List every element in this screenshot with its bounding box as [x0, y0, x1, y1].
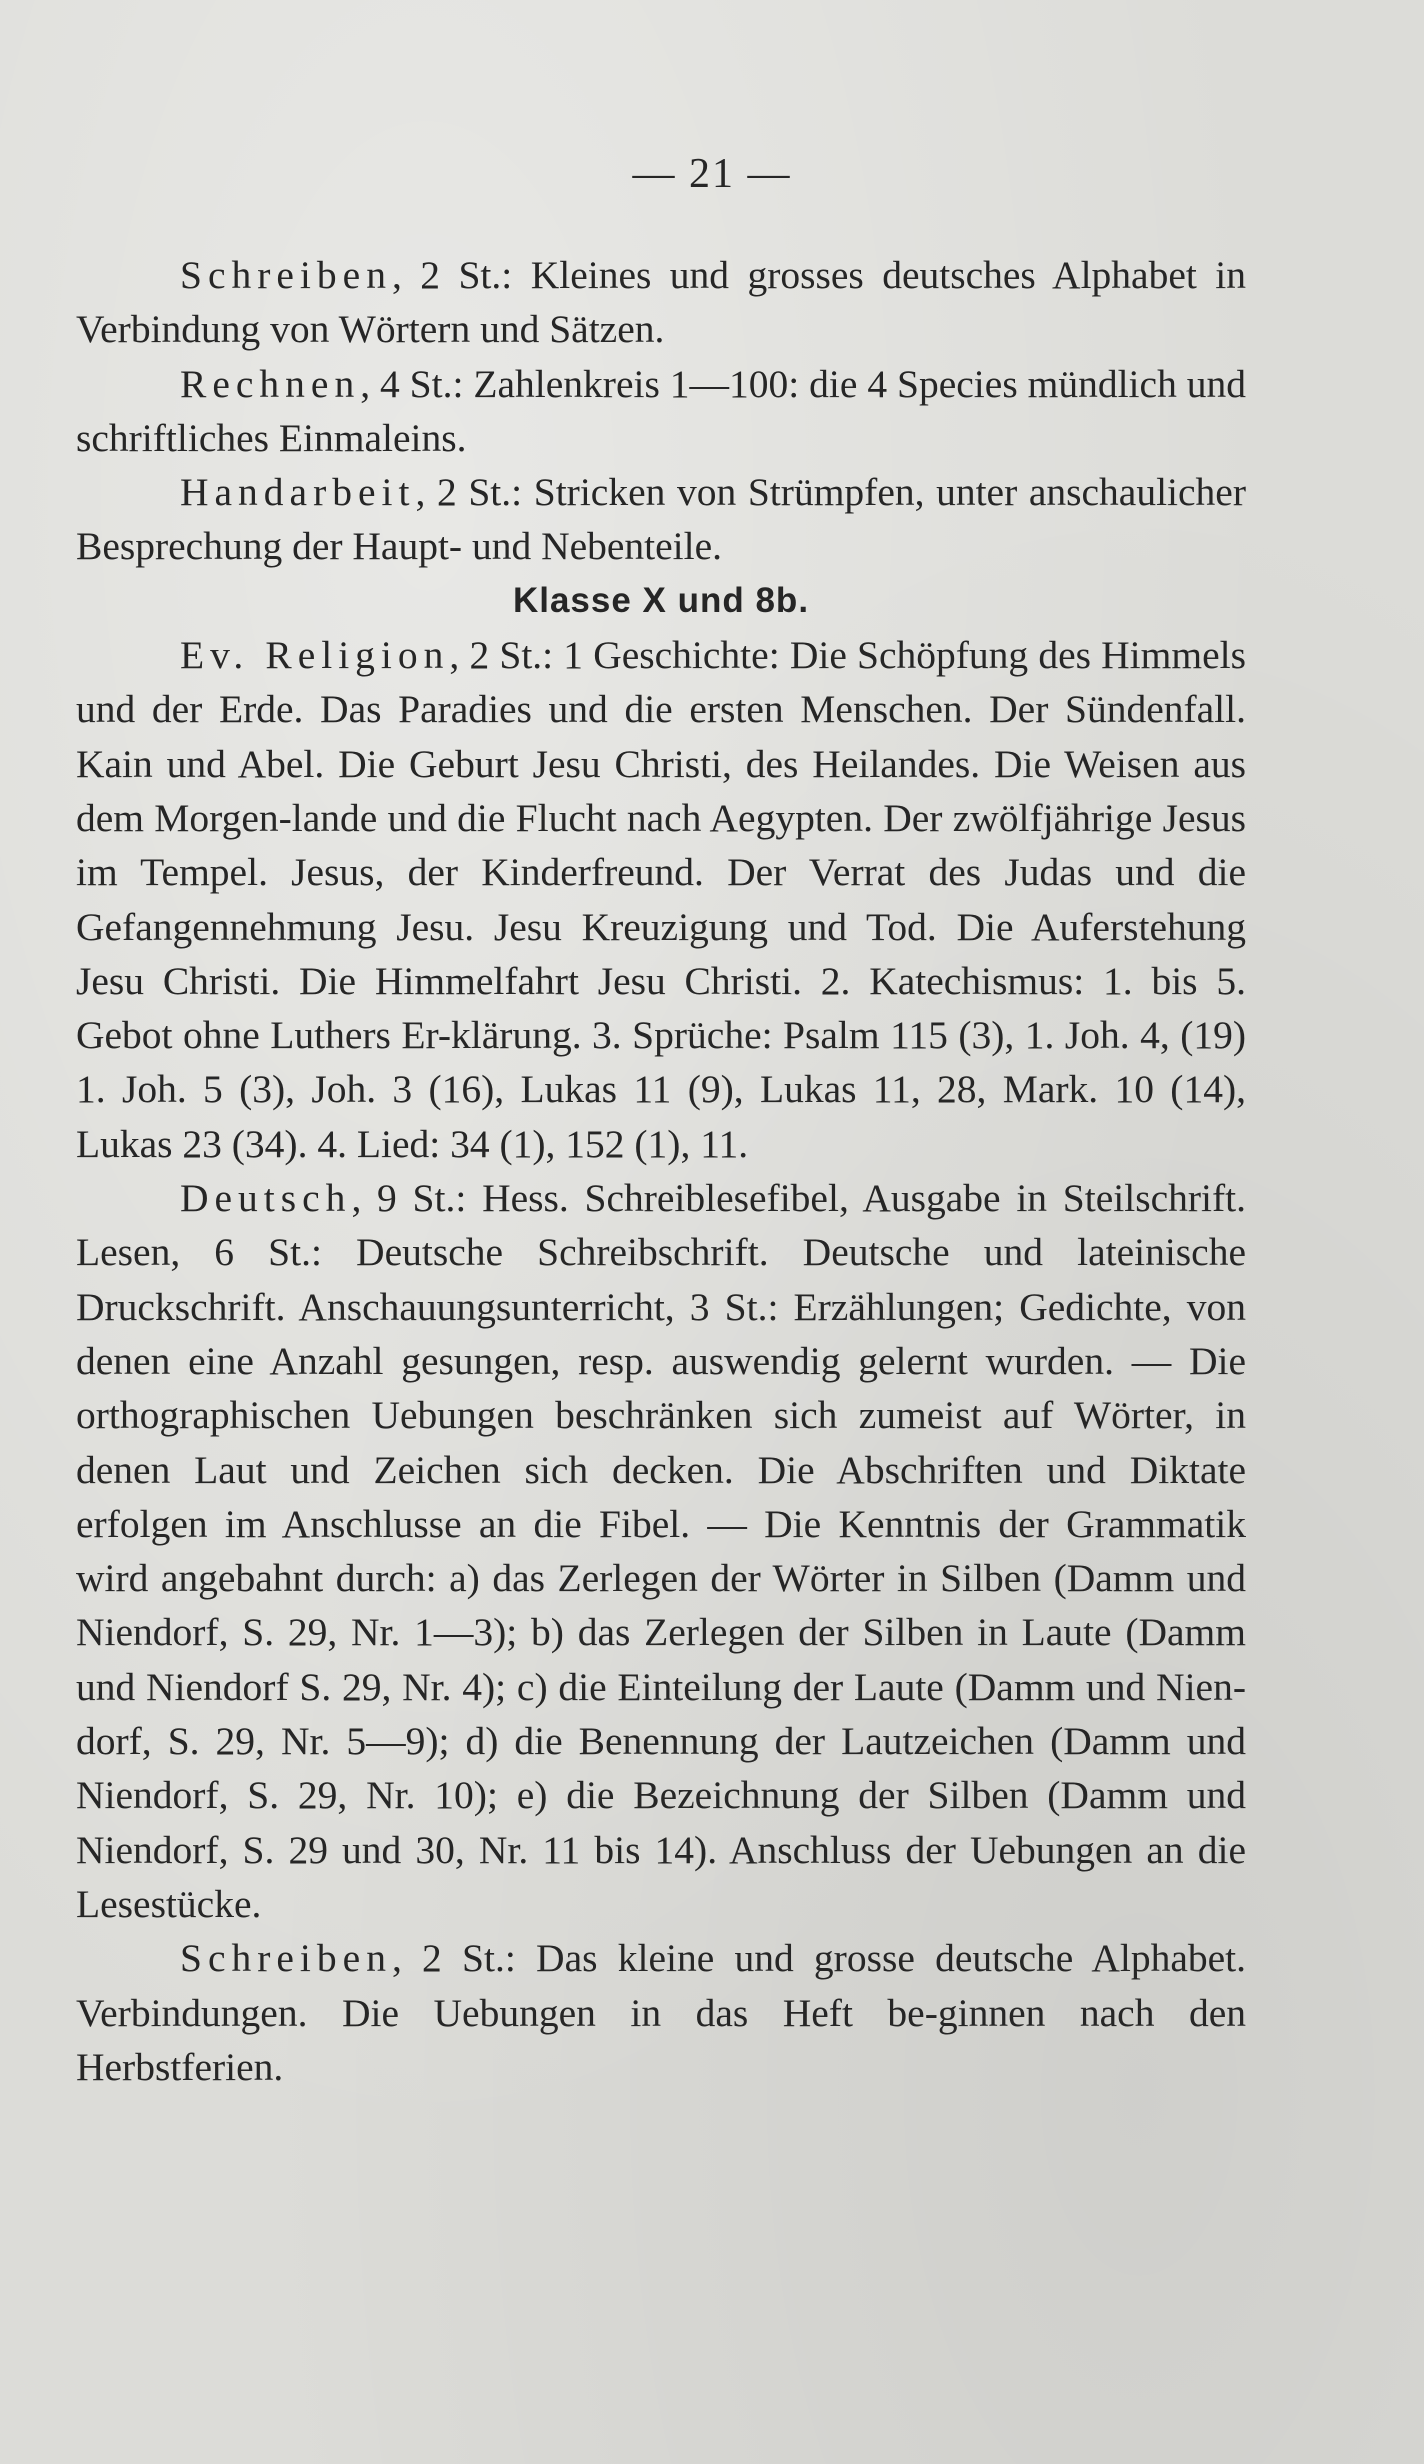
paragraph-text: , 9 St.: Hess. Schreiblesefibel, Ausgabe in Steilschrift. Lesen, 6 St.: Deutsche Schreibschrift. Deutsche und lateinische Druckschrift. Anschauungsunterricht, 3 St.: Erzählungen; Gedichte, von denen eine Anzahl gesungen, resp. auswendig gelernt wurden. — Die orthographischen Uebungen beschränken sich zumeist auf Wörter, in denen Laut und Zeichen sich decken. Die Abschriften und Diktate erfolgen im Anschlusse an die Fibel. — Die Kenntnis der Grammatik wird angebahnt durch: a) das Zerlegen der Wörter in Silben (Damm und Niendorf, S. 29, Nr. 1—3); b) das Zerlegen der Silben in Laute (Damm und Niendorf S. 29, Nr. 4); c) die Einteilung der Laute (Damm und Nien-dorf, S. 29, Nr. 5—9); d) die Benennung der Lautzeichen (Damm und Niendorf, S. 29, Nr. 10); e) die Bezeichnung der Silben (Damm und Niendorf, S. 29 und 30, Nr. 11 bis 14). Anschluss der Uebungen an die Lesestücke.: [76, 1176, 1246, 1926]
paragraph-schreiben-1: [76, 248, 1246, 357]
subject-label: Deutsch: [180, 1176, 352, 1221]
paragraph-religion: [76, 628, 1246, 1171]
paragraph-text: , 2 St.: Kleines und grosses deutsches Alphabet in Verbindung von Wörtern und Sätzen.: [76, 253, 1246, 352]
subject-label: Rechnen: [180, 361, 361, 406]
paragraph-handarbeit: [76, 465, 1246, 574]
paragraph-text: , 2 St.: Stricken von Strümpfen, unter anschaulicher Besprechung der Haupt- und Nebenteile.: [76, 470, 1246, 569]
subject-label: Handarbeit: [180, 470, 416, 515]
subject-label: Schreiben: [180, 253, 392, 297]
paragraph-text: , 2 St.: 1 Geschichte: Die Schöpfung des Himmels und der Erde. Das Paradies und die ersten Menschen. Der Sündenfall. Kain und Abel. Die Geburt Jesu Christi, des Heilandes. Die Weisen aus dem Morgen-lande und die Flucht nach Aegypten. Der zwölfjährige Jesus im Tempel. Jesus, der Kinderfreund. Der Verrat des Judas und die Gefangennehmung Jesu. Jesu Kreuzigung und Tod. Die Auferstehung Jesu Christi. Die Himmelfahrt Jesu Christi. 2. Katechismus: 1. bis 5. Gebot ohne Luthers Er-klärung. 3. Sprüche: Psalm 115 (3), 1. Joh. 4, (19) 1. Joh. 5 (3), Joh. 3 (16), Lukas 11 (9), Lukas 11, 28, Mark. 10 (14), Lukas 23 (34). 4. Lied: 34 (1), 152 (1), 11.: [76, 633, 1246, 1166]
paragraph-schreiben-2: [76, 1931, 1246, 2094]
paragraph-text: , 4 St.: Zahlenkreis 1—100: die 4 Species mündlich und schriftliches Einmaleins.: [76, 361, 1246, 460]
subject-label: Ev. Religion: [180, 633, 450, 678]
page-number: — 21 —: [632, 151, 792, 197]
section-heading: Klasse X und 8b.: [512, 580, 810, 620]
paragraph-rechnen: [76, 357, 1246, 466]
paragraph-deutsch: [76, 1171, 1246, 1931]
subject-label: Schreiben: [180, 1936, 392, 1981]
paragraph-text: , 2 St.: Das kleine und grosse deutsche Alphabet. Verbindungen. Die Uebungen in das Heft be-ginnen nach den Herbstferien.: [76, 1936, 1246, 2089]
body-text: [76, 248, 1246, 2094]
